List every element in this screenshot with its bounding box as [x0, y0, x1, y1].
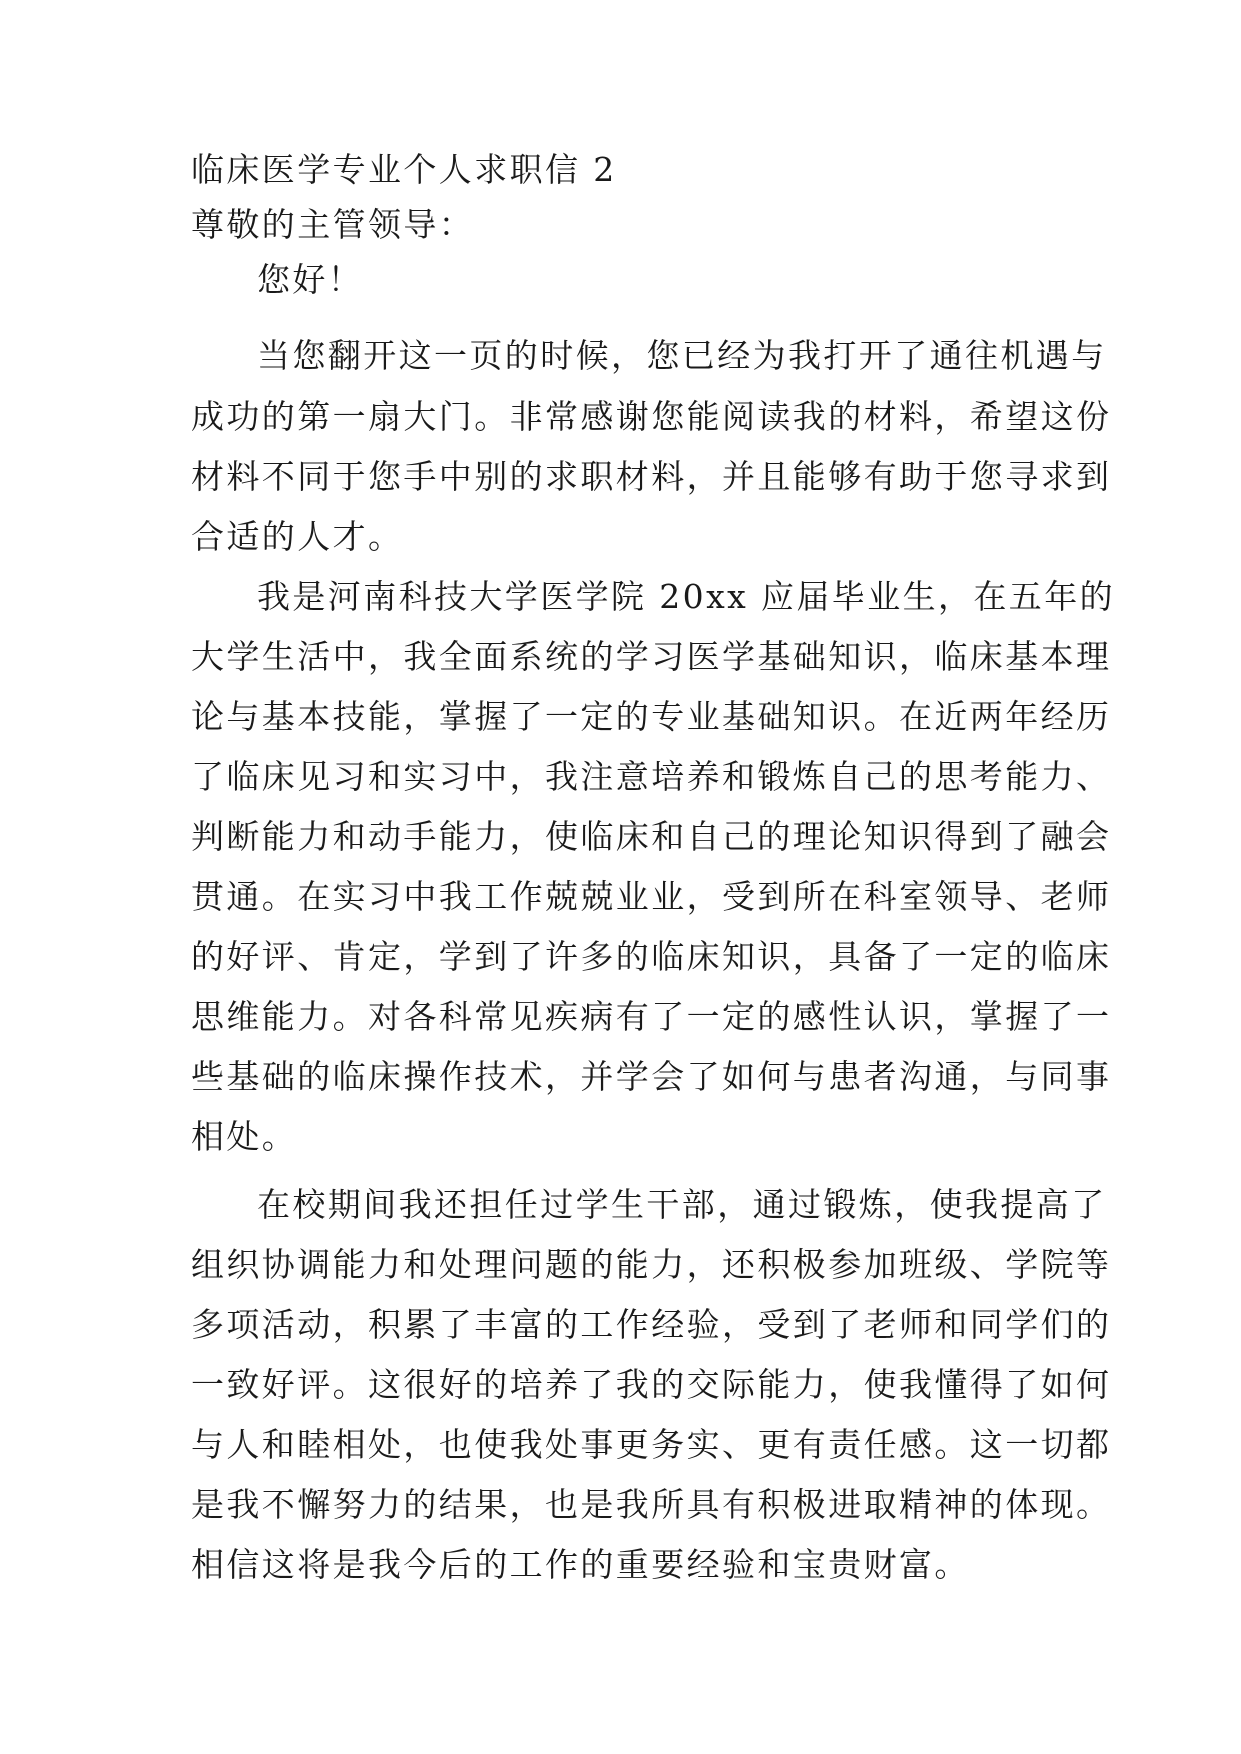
greeting: 您好！ — [257, 260, 364, 299]
paragraph-3-line: 相信这将是我今后的工作的重要经验和宝贵财富。 — [191, 1545, 970, 1584]
paragraph-1-line: 合适的人才。 — [191, 517, 404, 556]
paragraph-1-line: 成功的第一扇大门。非常感谢您能阅读我的材料，希望这份 — [191, 397, 1112, 436]
paragraph-2-line: 了临床见习和实习中，我注意培养和锻炼自己的思考能力、 — [191, 757, 1112, 796]
paragraph-1-line: 当您翻开这一页的时候，您已经为我打开了通往机遇与 — [257, 336, 1107, 375]
paragraph-2-line: 的好评、肯定，学到了许多的临床知识，具备了一定的临床 — [191, 937, 1112, 976]
paragraph-2-line: 贯通。在实习中我工作兢兢业业，受到所在科室领导、老师 — [191, 877, 1112, 916]
paragraph-3-line: 与人和睦相处，也使我处事更务实、更有责任感。这一切都 — [191, 1425, 1112, 1464]
paragraph-2-line: 相处。 — [191, 1117, 298, 1156]
paragraph-3-line: 多项活动，积累了丰富的工作经验，受到了老师和同学们的 — [191, 1305, 1112, 1344]
paragraph-2-line: 论与基本技能，掌握了一定的专业基础知识。在近两年经历 — [191, 697, 1112, 736]
paragraph-2-line: 我是河南科技大学医学院 20xx 应届毕业生，在五年的 — [257, 577, 1115, 616]
paragraph-1-line: 材料不同于您手中别的求职材料，并且能够有助于您寻求到 — [191, 457, 1112, 496]
salutation: 尊敬的主管领导： — [191, 205, 475, 244]
paragraph-3-line: 组织协调能力和处理问题的能力，还积极参加班级、学院等 — [191, 1245, 1112, 1284]
paragraph-2-line: 大学生活中，我全面系统的学习医学基础知识，临床基本理 — [191, 637, 1112, 676]
paragraph-2-line: 思维能力。对各科常见疾病有了一定的感性认识，掌握了一 — [191, 997, 1112, 1036]
paragraph-3-line: 在校期间我还担任过学生干部，通过锻炼，使我提高了 — [257, 1185, 1107, 1224]
paragraph-3-line: 一致好评。这很好的培养了我的交际能力，使我懂得了如何 — [191, 1365, 1112, 1404]
paragraph-3-line: 是我不懈努力的结果，也是我所具有积极进取精神的体现。 — [191, 1485, 1112, 1524]
document-title: 临床医学专业个人求职信 2 — [191, 150, 617, 189]
paragraph-2-line: 些基础的临床操作技术，并学会了如何与患者沟通，与同事 — [191, 1057, 1112, 1096]
paragraph-2-line: 判断能力和动手能力，使临床和自己的理论知识得到了融会 — [191, 817, 1112, 856]
